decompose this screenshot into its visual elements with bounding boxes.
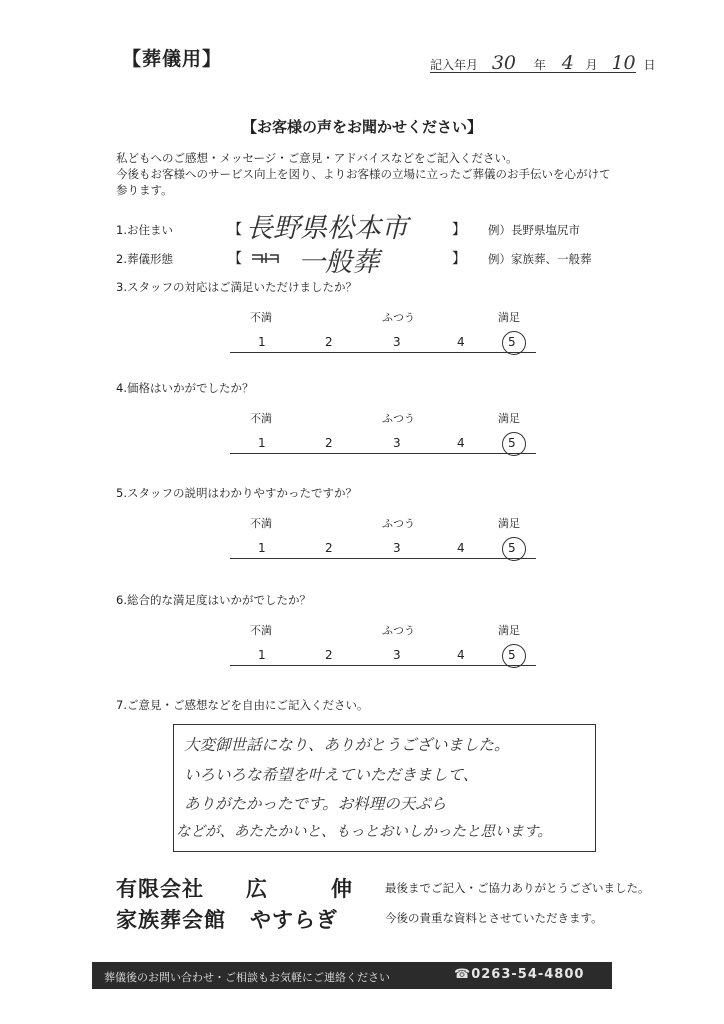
intro-line: 参ります。 <box>116 183 173 197</box>
scale-line <box>230 453 536 454</box>
scale-number[interactable]: 2 <box>325 436 333 450</box>
date-day-value: 10 <box>611 52 636 74</box>
comment-line: ありがたかったです。お料理の天ぷら <box>184 795 447 813</box>
company-name-second: 伸 <box>331 877 353 901</box>
scale-high-label: 満足 <box>498 624 520 637</box>
date-day-unit: 日 <box>643 58 656 72</box>
scale-high-label: 満足 <box>498 311 520 324</box>
q2-label: 2.葬儀形態 <box>116 252 173 266</box>
scale-number[interactable]: 2 <box>325 541 333 555</box>
scale-number[interactable]: 3 <box>393 436 401 450</box>
q1-answer[interactable]: 長野県松本市 <box>246 213 408 244</box>
rating-question: 4.価格はいかがでしたか？ <box>116 381 254 395</box>
scale-number[interactable]: 1 <box>258 436 266 450</box>
scale-number[interactable]: 1 <box>258 335 266 349</box>
scale-low-label: 不満 <box>250 624 272 637</box>
scale-number[interactable]: 4 <box>457 541 465 555</box>
rating-question: 5.スタッフの説明はわかりやすかったですか？ <box>116 486 357 500</box>
scale-high-label: 満足 <box>498 412 520 425</box>
q2-bracket-open: 【 <box>228 251 242 267</box>
scale-number[interactable]: 4 <box>457 335 465 349</box>
scale-number[interactable]: 3 <box>393 541 401 555</box>
form-type-tag: 【葬儀用】 <box>122 48 223 70</box>
thanks-line-2: 今後の貴重な資料とさせていただきます。 <box>385 911 603 925</box>
footer-message: 葬儀後のお問い合わせ・ご相談もお気軽にご連絡ください <box>104 971 390 984</box>
date-label: 記入年月 <box>430 58 479 72</box>
q1-label: 1.お住まい <box>116 223 173 237</box>
contact-footer <box>92 962 612 989</box>
selected-rating-circle <box>502 432 526 456</box>
thanks-line-1: 最後までご記入・ご協力ありがとうございました。 <box>385 881 650 895</box>
scale-number[interactable]: 2 <box>325 335 333 349</box>
scale-number[interactable]: 3 <box>393 335 401 349</box>
q2-bracket-close: 】 <box>452 251 466 267</box>
scale-line <box>230 352 536 353</box>
scale-number[interactable]: 4 <box>457 648 465 662</box>
intro-line: 私どもへのご感想・メッセージ・ご意見・アドバイスなどをご記入ください。 <box>116 151 518 165</box>
scale-mid-label: ふつう <box>382 517 415 530</box>
comment-line: いろいろな希望を叶えていただきまして、 <box>184 766 479 784</box>
strikethrough-mark <box>250 250 280 264</box>
scale-line <box>230 665 536 666</box>
date-field <box>430 52 660 74</box>
scale-number[interactable]: 1 <box>258 541 266 555</box>
scale-line <box>230 558 536 559</box>
scale-number[interactable]: 5 <box>508 541 516 555</box>
date-year-value: 30 <box>491 52 517 74</box>
scale-low-label: 不満 <box>250 311 272 324</box>
survey-title: 【お客様の声をお聞かせください】 <box>241 118 482 136</box>
scale-mid-label: ふつう <box>382 412 415 425</box>
scale-number[interactable]: 4 <box>457 436 465 450</box>
date-underline <box>430 72 636 73</box>
intro-line: 今後もお客様へのサービス向上を図り、よりお客様の立場に立ったご葬儀のお手伝いを心がけて <box>116 167 611 181</box>
rating-question: 3.スタッフの対応はご満足いただけましたか？ <box>116 280 357 294</box>
q2-answer[interactable]: 一般葬 <box>298 247 379 278</box>
company-name-first: 広 <box>246 877 268 901</box>
hall-name: やすらぎ <box>250 908 338 932</box>
scale-number[interactable]: 2 <box>325 648 333 662</box>
scale-high-label: 満足 <box>498 517 520 530</box>
selected-rating-circle <box>502 644 526 668</box>
scale-number[interactable]: 5 <box>508 335 516 349</box>
comment-line: 大変御世話になり、ありがとうございました。 <box>184 736 510 754</box>
rating-question: 6.総合的な満足度はいかがでしたか？ <box>116 593 311 607</box>
scale-number[interactable]: 5 <box>508 436 516 450</box>
q1-example: 例）長野県塩尻市 <box>488 223 580 237</box>
date-month-unit: 月 <box>585 58 598 72</box>
selected-rating-circle <box>502 331 526 355</box>
strikethrough-icon <box>250 251 280 265</box>
hall-label: 家族葬会館 <box>116 908 226 932</box>
scale-number[interactable]: 5 <box>508 648 516 662</box>
intro-text <box>116 150 716 198</box>
scale-mid-label: ふつう <box>382 624 415 637</box>
selected-rating-circle <box>502 537 526 561</box>
q7-label: 7.ご意見・ご感想などを自由にご記入ください。 <box>116 698 369 712</box>
scale-number[interactable]: 3 <box>393 648 401 662</box>
comment-line: などが、あたたかいと、もっとおいしかったと思います。 <box>176 824 552 840</box>
phone-number[interactable]: ☎0263-54-4800 <box>454 967 585 982</box>
q1-bracket-open: 【 <box>228 222 242 238</box>
date-month-value: 4 <box>561 52 574 74</box>
date-year-unit: 年 <box>533 58 546 72</box>
company-type: 有限会社 <box>116 877 204 901</box>
q2-example: 例）家族葬、一般葬 <box>488 252 592 266</box>
scale-low-label: 不満 <box>250 517 272 530</box>
q1-bracket-close: 】 <box>452 222 466 238</box>
scale-mid-label: ふつう <box>382 311 415 324</box>
scale-number[interactable]: 1 <box>258 648 266 662</box>
scale-low-label: 不満 <box>250 412 272 425</box>
